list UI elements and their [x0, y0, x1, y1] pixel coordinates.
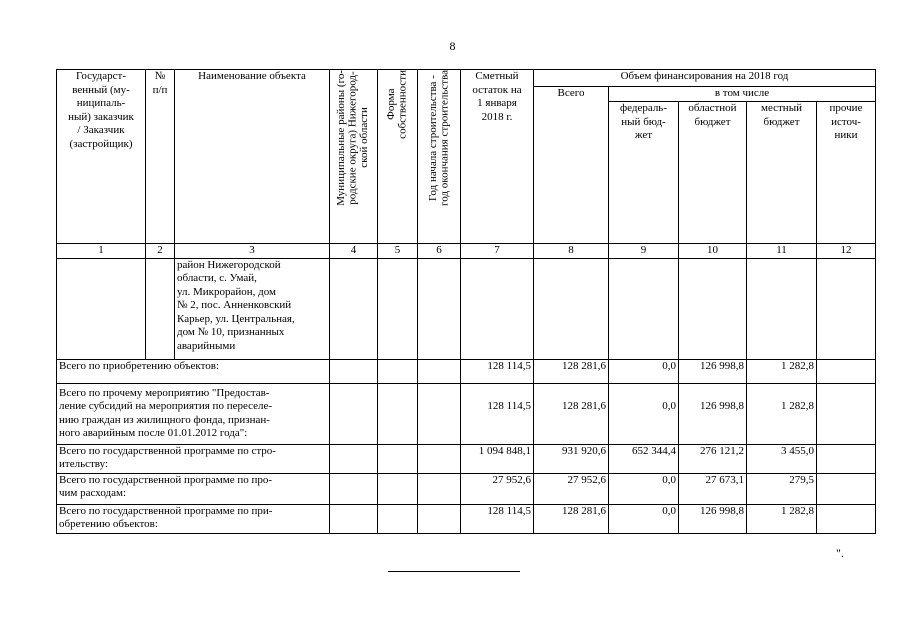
column-number: 1: [57, 244, 146, 259]
row-label: Всего по приобретению объектов:: [57, 359, 330, 383]
header-ownership: Форма собственности: [378, 70, 418, 244]
row-other: [817, 359, 876, 383]
footer-divider: [388, 571, 520, 572]
row-total: 128 281,6: [534, 504, 609, 533]
column-number: 7: [461, 244, 534, 259]
header-local: местный бюджет: [747, 102, 817, 244]
row-regional: 126 998,8: [679, 359, 747, 383]
row-balance: 27 952,6: [461, 473, 534, 504]
table-row: [57, 444, 876, 473]
table-row: [57, 473, 876, 504]
financing-table: [56, 69, 876, 534]
header-funding: Объем финансирования на 2018 год: [534, 70, 876, 87]
row-total: 128 281,6: [534, 359, 609, 383]
row-other: [817, 504, 876, 533]
row-local: 279,5: [747, 473, 817, 504]
object-name-cell: район Нижегородской области, с. Умай, ул. Микрорайон, дом № 2, пос. Анненковский Карьер, ул. Центральная, дом № 10, признанных аварийными: [175, 258, 330, 359]
row-other: [817, 383, 876, 444]
row-total: 931 920,6: [534, 444, 609, 473]
table-row: [57, 383, 876, 444]
column-number: 4: [330, 244, 378, 259]
column-number: 9: [609, 244, 679, 259]
header-total: Всего: [534, 87, 609, 244]
row-local: 1 282,8: [747, 504, 817, 533]
row-total: 128 281,6: [534, 383, 609, 444]
row-federal: 0,0: [609, 473, 679, 504]
column-number-row: [57, 244, 876, 259]
header-balance: Сметный остаток на 1 января 2018 г.: [461, 70, 534, 244]
row-federal: 0,0: [609, 359, 679, 383]
row-other: [817, 444, 876, 473]
column-number: 3: [175, 244, 330, 259]
row-federal: 652 344,4: [609, 444, 679, 473]
row-balance: 128 114,5: [461, 383, 534, 444]
header-districts: Муниципальные районы (го- родские округа) Нижегород- ской области: [330, 70, 378, 244]
row-federal: 0,0: [609, 383, 679, 444]
row-regional: 126 998,8: [679, 504, 747, 533]
row-balance: 1 094 848,1: [461, 444, 534, 473]
header-customer: Государст- венный (му- ниципаль- ный) заказчик / Заказчик (застройщик): [57, 70, 146, 244]
column-number: 2: [146, 244, 175, 259]
row-regional: 126 998,8: [679, 383, 747, 444]
column-number: 10: [679, 244, 747, 259]
row-balance: 128 114,5: [461, 359, 534, 383]
header-federal: федераль- ный бюд- жет: [609, 102, 679, 244]
row-local: 1 282,8: [747, 383, 817, 444]
row-other: [817, 473, 876, 504]
column-number: 5: [378, 244, 418, 259]
table-row: [57, 504, 876, 533]
row-balance: 128 114,5: [461, 504, 534, 533]
header-other: прочие источ- ники: [817, 102, 876, 244]
header-regional: областной бюджет: [679, 102, 747, 244]
table-row: [57, 359, 876, 383]
row-federal: 0,0: [609, 504, 679, 533]
row-local: 1 282,8: [747, 359, 817, 383]
row-label: Всего по государственной программе по при- обретению объектов:: [57, 504, 330, 533]
row-label: Всего по прочему мероприятию "Предостав- ление субсидий на мероприятия по переселе- нию граждан из жилищного фонда, признан- ного аварийным после 01.01.2012 года":: [57, 383, 330, 444]
column-number: 8: [534, 244, 609, 259]
row-total: 27 952,6: [534, 473, 609, 504]
header-years: Год начала строительства - год окончания строительства: [418, 70, 461, 244]
row-label: Всего по государственной программе по про- чим расходам:: [57, 473, 330, 504]
row-local: 3 455,0: [747, 444, 817, 473]
continuation-row: [57, 258, 876, 359]
header-object-name: Наименование объекта: [175, 70, 330, 244]
row-regional: 27 673,1: [679, 473, 747, 504]
column-number: 6: [418, 244, 461, 259]
header-num: № п/п: [146, 70, 175, 244]
header-including: в том числе: [609, 87, 876, 102]
column-number: 12: [817, 244, 876, 259]
closing-quote: ".: [836, 546, 844, 560]
row-label: Всего по государственной программе по стро- ительству:: [57, 444, 330, 473]
row-regional: 276 121,2: [679, 444, 747, 473]
column-number: 11: [747, 244, 817, 259]
page-number: 8: [449, 39, 456, 53]
